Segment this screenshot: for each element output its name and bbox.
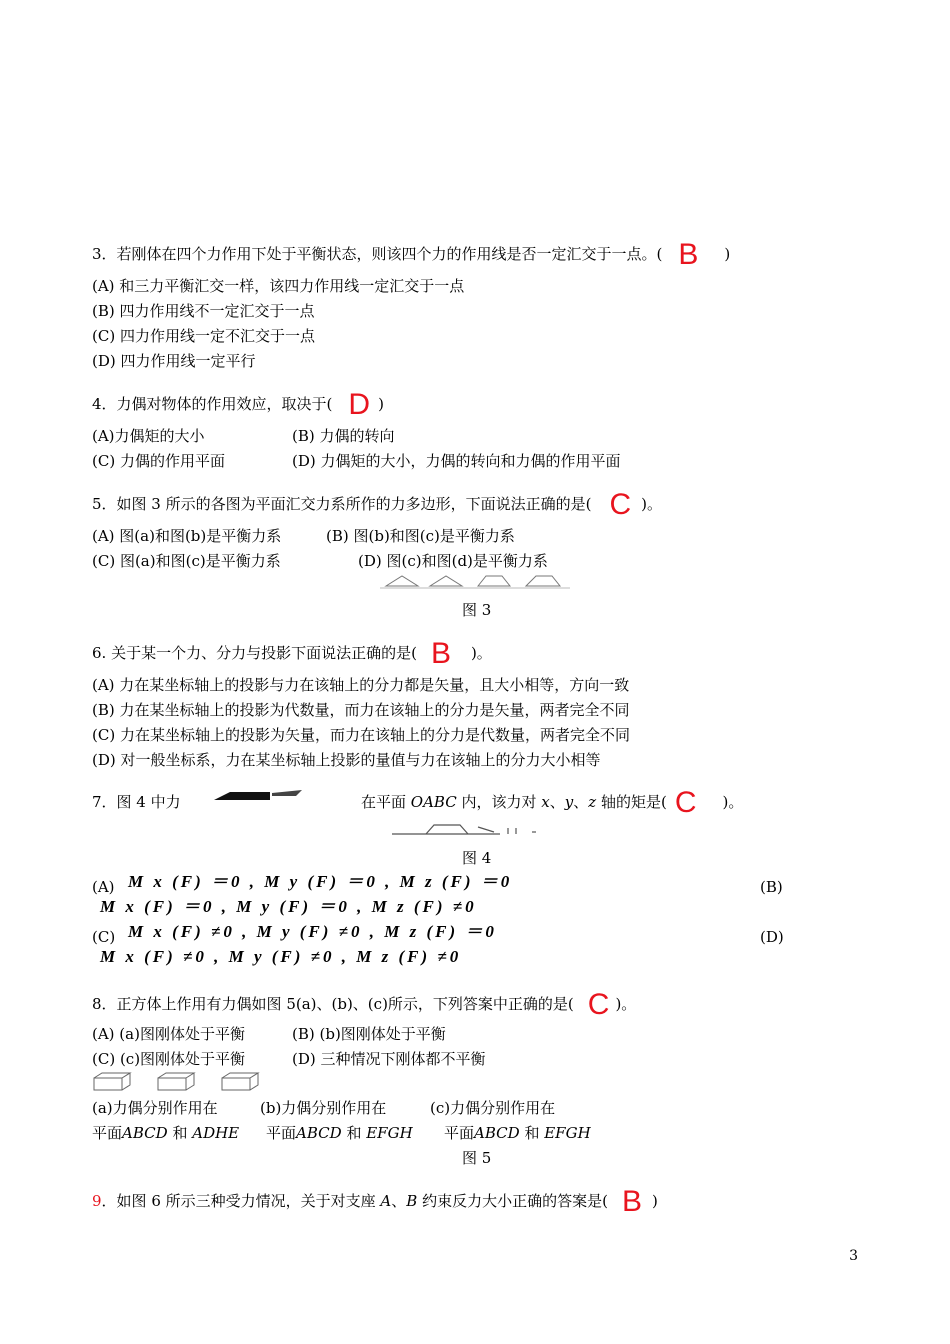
question-6-option-a: (A) 力在某坐标轴上的投影与力在该轴上的分力都是矢量，且大小相等，方向一致 [92,676,630,694]
figure-3-force-polygons [380,572,570,594]
question-8-option-b: (B) (b)图刚体处于平衡 [292,1025,446,1043]
option-d-expression: M x (F) ≠0 , M y (F) ≠0 , M z (F) ≠0 [100,947,462,966]
question-5-option-b: (B) 图(b)和图(c)是平衡力系 [326,527,515,545]
question-3-option-b: (B) 四力作用线不一定汇交于一点 [92,302,315,320]
figure-5c-label: (c)力偶分别作用在 [430,1099,556,1117]
option-b-label: (B) [760,878,783,896]
question-4-option-b: (B) 力偶的转向 [292,427,395,445]
question-8-stem: 8．正方体上作用有力偶如图 5(a)、(b)、(c)所示，下列答案中正确的是( C )。 [92,988,637,1021]
force-f-image [210,788,306,804]
page-number: 3 [849,1248,858,1264]
figure-5-caption: 图 5 [462,1149,492,1167]
figure-5b-planes: 平面ABCD 和 EFGH [266,1124,413,1142]
question-6-option-b: (B) 力在某坐标轴上的投影为代数量，而力在该轴上的分力是矢量，两者完全不同 [92,701,630,719]
option-c-expression: M x (F) ≠0 , M y (F) ≠0 , M z (F) ＝0 [128,922,497,941]
figure-5a-planes: 平面ABCD 和 ADHE [92,1124,240,1142]
question-3-stem: 3．若刚体在四个力作用下处于平衡状态，则该四个力的作用线是否一定汇交于一点。( B ) [92,238,731,271]
question-3-option-c: (C) 四力作用线一定不汇交于一点 [92,327,315,345]
question-8-option-a: (A) (a)图刚体处于平衡 [92,1025,245,1043]
option-d-label: (D) [760,928,784,946]
question-9-stem: 9．如图 6 所示三种受力情况，关于对支座 A、B 约束反力大小正确的答案是( B ) [92,1185,658,1218]
figure-4-image [390,822,550,838]
question-4-option-a: (A)力偶矩的大小 [92,427,205,445]
question-3-answer: B [678,238,699,271]
question-4-answer: D [348,388,371,421]
option-a-expression: M x (F) ＝0 , M y (F) ＝0 , M z (F) ＝0 [128,872,513,891]
question-8-option-d: (D) 三种情况下刚体都不平衡 [292,1050,486,1068]
question-3-option-d: (D) 四力作用线一定平行 [92,352,256,370]
option-a-label: (A) [92,878,115,896]
question-6-option-d: (D) 对一般坐标系，力在某坐标轴上投影的量值与力在该轴上的分力大小相等 [92,751,601,769]
option-b-expression: M x (F) ＝0 , M y (F) ＝0 , M z (F) ≠0 [100,897,477,916]
figure-5c-planes: 平面ABCD 和 EFGH [444,1124,591,1142]
figure-5a-label: (a)力偶分别作用在 [92,1099,218,1117]
question-5-option-a: (A) 图(a)和图(b)是平衡力系 [92,527,282,545]
question-7-stem: 在平面 OABC 内，该力对 x、y、z 轴的矩是( C )。 [361,786,744,819]
question-4-option-d: (D) 力偶矩的大小，力偶的转向和力偶的作用平面 [292,452,621,470]
figure-5-cubes [92,1072,272,1092]
question-7-stem-start: 7．图 4 中力 [92,793,181,811]
question-5-stem: 5．如图 3 所示的各图为平面汇交力系所作的力多边形，下面说法正确的是( C )。 [92,488,663,521]
figure-3-caption: 图 3 [462,601,492,619]
question-6-stem: 6. 关于某一个力、分力与投影下面说法正确的是( B )。 [92,637,492,670]
question-4-stem: 4．力偶对物体的作用效应，取决于( D ) [92,388,384,421]
question-5-answer: C [609,488,632,521]
question-3-option-a: (A) 和三力平衡汇交一样，该四力作用线一定汇交于一点 [92,277,465,295]
figure-5b-label: (b)力偶分别作用在 [260,1099,387,1117]
question-9-answer: B [621,1185,642,1218]
question-6-option-c: (C) 力在某坐标轴上的投影为矢量，而力在该轴上的分力是代数量，两者完全不同 [92,726,630,744]
question-4-option-c: (C) 力偶的作用平面 [92,452,225,470]
question-8-option-c: (C) (c)图刚体处于平衡 [92,1050,246,1068]
figure-4-caption: 图 4 [462,849,492,867]
question-6-answer: B [430,637,451,670]
question-8-answer: C [587,988,610,1021]
question-5-option-d: (D) 图(c)和图(d)是平衡力系 [358,552,548,570]
question-5-option-c: (C) 图(a)和图(c)是平衡力系 [92,552,281,570]
option-c-label: (C) [92,928,116,946]
question-7-answer: C [674,786,697,819]
